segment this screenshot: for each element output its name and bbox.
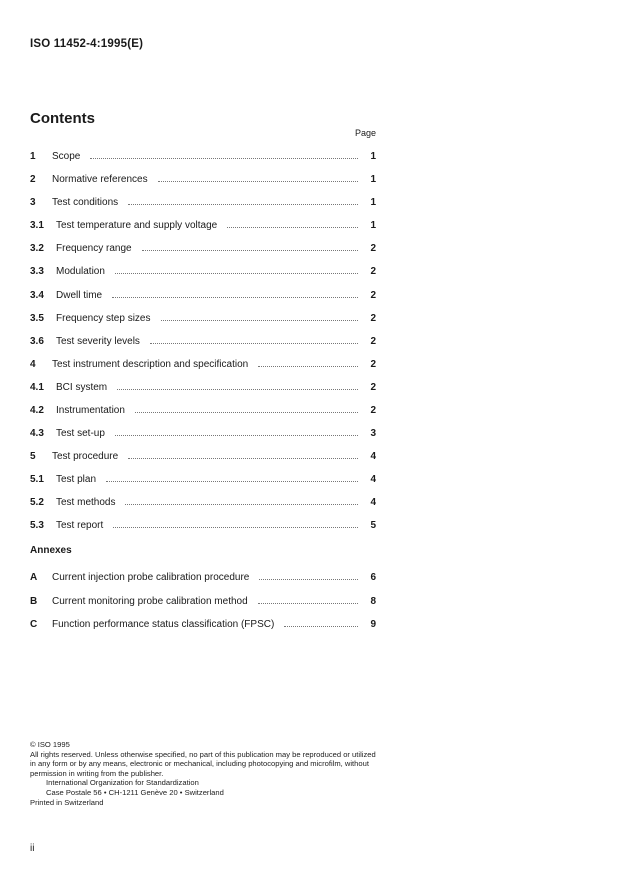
toc-entry [30, 494, 376, 508]
toc-entry-title: Test procedure [52, 451, 119, 462]
toc-entry-number: 3.6 [30, 336, 44, 347]
toc-entry-title: Instrumentation [56, 405, 125, 416]
leader-dots [158, 180, 358, 182]
toc-entry-title: Test plan [56, 474, 97, 485]
toc-entry [30, 333, 376, 347]
annex-page: 6 [370, 572, 376, 583]
toc-entry [30, 263, 376, 277]
annex-entry [30, 569, 376, 583]
toc-entry-title: Normative references [52, 174, 148, 185]
toc-entry [30, 425, 376, 439]
leader-dots [284, 625, 358, 627]
toc-entry-page: 4 [370, 451, 376, 462]
toc-entry-number: 5.3 [30, 520, 44, 531]
toc-entry-title: BCI system [56, 382, 108, 393]
leader-dots [259, 578, 358, 580]
leader-dots [128, 203, 358, 205]
annexes-heading: Annexes [30, 545, 72, 556]
toc-entry-page: 1 [370, 220, 376, 231]
annex-title: Current monitoring probe calibration method [52, 596, 248, 607]
toc-entry-number: 4.3 [30, 428, 44, 439]
toc-entry-page: 2 [370, 290, 376, 301]
leader-dots [161, 319, 359, 321]
annex-entry [30, 593, 376, 607]
toc-entry-title: Frequency range [56, 243, 132, 254]
toc-entry-page: 1 [370, 174, 376, 185]
toc-entry-title: Test temperature and supply voltage [56, 220, 218, 231]
toc-entry-title: Dwell time [56, 290, 103, 301]
rights-statement: All rights reserved. Unless otherwise specified, no part of this publication may be reproduced or utilized in any form or by any means, electronic or mechanical, including photocopying and microfilm, without permission in writing from the publisher. [30, 749, 376, 778]
toc-entry [30, 448, 376, 462]
toc-entry-page: 4 [370, 474, 376, 485]
organization-address: Case Postale 56 • CH-1211 Genève 20 • Switzerland [46, 787, 224, 797]
leader-dots [106, 480, 358, 482]
toc-entry-page: 5 [370, 520, 376, 531]
annex-title: Function performance status classification (FPSC) [52, 619, 275, 630]
toc-entry-page: 2 [370, 382, 376, 393]
toc-entry-number: 3.5 [30, 313, 44, 324]
annex-letter: A [30, 572, 38, 583]
toc-entry-title: Test conditions [52, 197, 119, 208]
leader-dots [90, 157, 358, 159]
annex-entry [30, 616, 376, 630]
toc-entry-title: Scope [52, 151, 81, 162]
toc-entry-number: 1 [30, 151, 36, 162]
page-number: ii [30, 843, 35, 854]
printed-in: Printed in Switzerland [30, 797, 104, 807]
toc-entry-number: 3.1 [30, 220, 44, 231]
annex-title: Current injection probe calibration procedure [52, 572, 250, 583]
annex-letter: C [30, 619, 38, 630]
toc-entry [30, 148, 376, 162]
toc-entry-number: 3.3 [30, 266, 44, 277]
leader-dots [258, 365, 358, 367]
toc-entry-page: 2 [370, 266, 376, 277]
toc-entry-page: 2 [370, 313, 376, 324]
toc-entry-number: 4.1 [30, 382, 44, 393]
toc-entry-number: 3.4 [30, 290, 44, 301]
toc-entry-page: 4 [370, 497, 376, 508]
leader-dots [128, 457, 358, 459]
toc-entry-number: 5.2 [30, 497, 44, 508]
leader-dots [115, 434, 358, 436]
toc-entry-page: 1 [370, 151, 376, 162]
toc-entry [30, 471, 376, 485]
toc-entry-number: 4.2 [30, 405, 44, 416]
toc-entry [30, 217, 376, 231]
toc-entry-title: Test severity levels [56, 336, 140, 347]
toc-entry-page: 3 [370, 428, 376, 439]
toc-entry-number: 2 [30, 174, 36, 185]
toc-entry-title: Test report [56, 520, 104, 531]
toc-entry-page: 1 [370, 197, 376, 208]
toc-entry-page: 2 [370, 405, 376, 416]
toc-entry [30, 379, 376, 393]
toc-entry [30, 287, 376, 301]
leader-dots [142, 249, 358, 251]
leader-dots [227, 226, 358, 228]
toc-entry [30, 402, 376, 416]
leader-dots [112, 296, 358, 298]
toc-entry [30, 310, 376, 324]
toc-entry-page: 2 [370, 359, 376, 370]
leader-dots [135, 411, 358, 413]
toc-entry-number: 3.2 [30, 243, 44, 254]
toc-entry-title: Modulation [56, 266, 105, 277]
leader-dots [125, 503, 358, 505]
toc-entry-number: 5.1 [30, 474, 44, 485]
annex-page: 9 [370, 619, 376, 630]
leader-dots [117, 388, 358, 390]
toc-entry-page: 2 [370, 336, 376, 347]
organization-name: International Organization for Standardization [46, 778, 199, 788]
toc-entry [30, 356, 376, 370]
contents-title: Contents [30, 110, 95, 127]
toc-entry-title: Test methods [56, 497, 116, 508]
toc-entry-number: 4 [30, 359, 36, 370]
page-column-label: Page [355, 128, 377, 138]
leader-dots [150, 342, 358, 344]
toc-entry [30, 517, 376, 531]
toc-entry-title: Test instrument description and specification [52, 359, 249, 370]
copyright-block [30, 740, 380, 807]
toc-entry [30, 194, 376, 208]
toc-entry-title: Frequency step sizes [56, 313, 151, 324]
toc-entry [30, 240, 376, 254]
toc-entry-title: Test set-up [56, 428, 105, 439]
annex-page: 8 [370, 596, 376, 607]
document-id-header: ISO 11452-4:1995(E) [30, 38, 144, 50]
toc-entry [30, 171, 376, 185]
annex-letter: B [30, 596, 38, 607]
copyright-line: © ISO 1995 [30, 740, 70, 749]
leader-dots [113, 526, 358, 528]
leader-dots [115, 272, 358, 274]
toc-entry-number: 3 [30, 197, 36, 208]
toc-entry-page: 2 [370, 243, 376, 254]
leader-dots [258, 602, 358, 604]
toc-entry-number: 5 [30, 451, 36, 462]
